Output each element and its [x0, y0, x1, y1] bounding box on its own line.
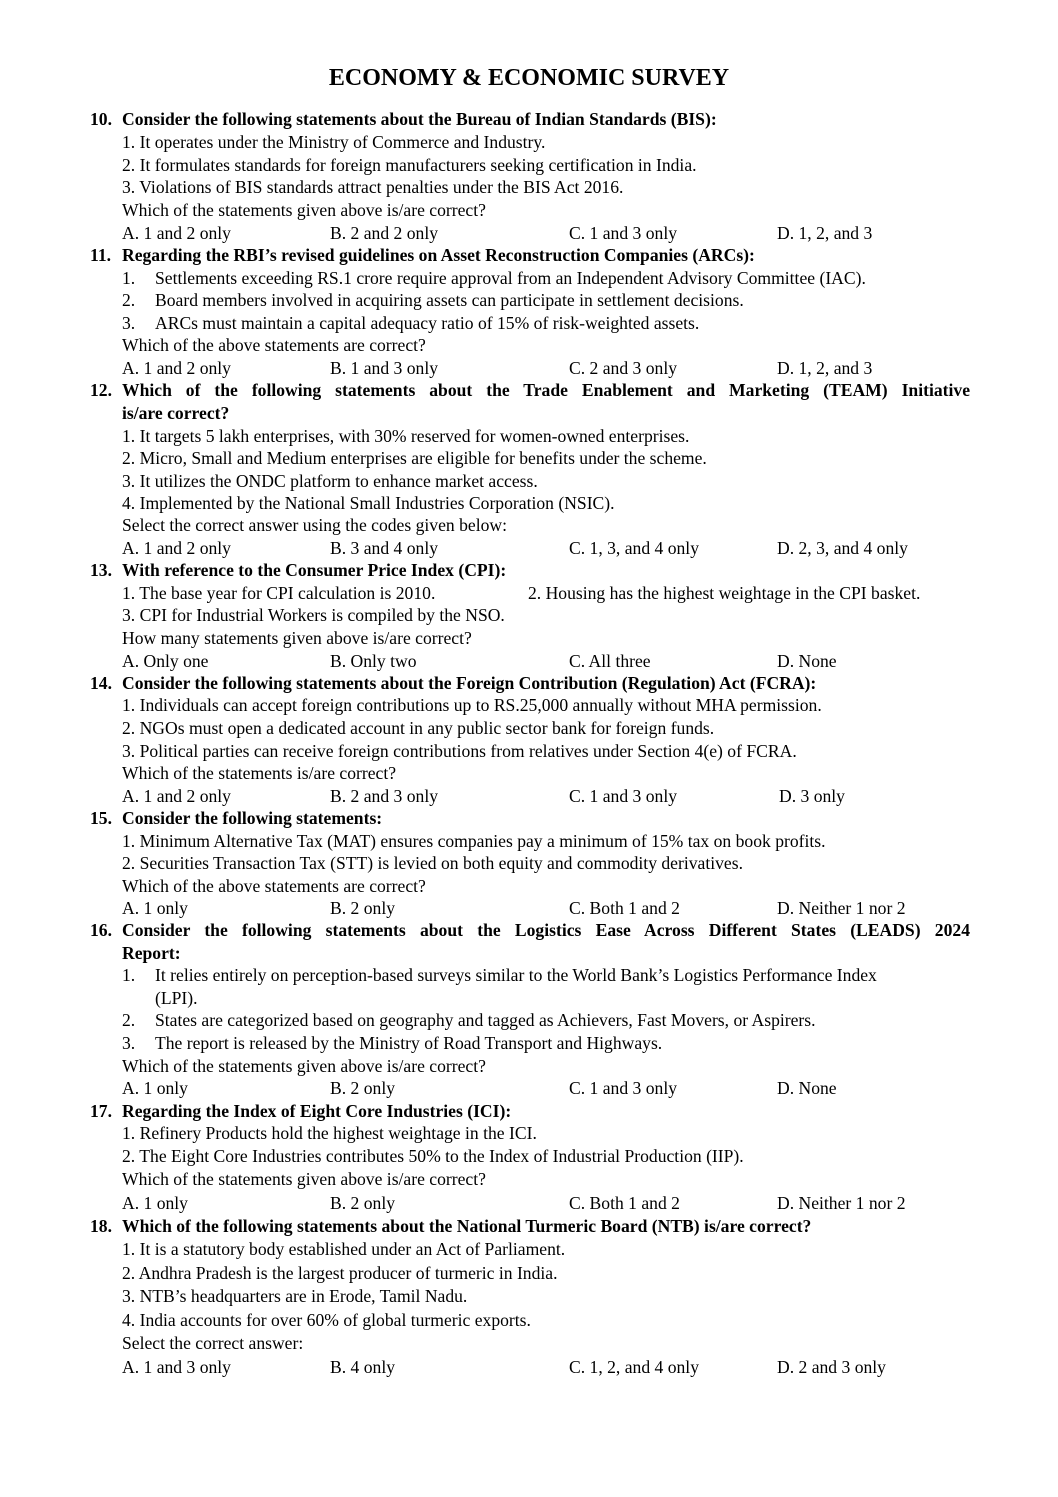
- question-text: Consider the following statements about the Foreign Contribution (Regulation) Act (FCRA):: [122, 673, 817, 693]
- option-a: A. 1 only: [122, 1193, 188, 1213]
- statement: 2. Micro, Small and Medium enterprises are eligible for benefits under the scheme.: [122, 448, 707, 468]
- question-text: Regarding the Index of Eight Core Industries (ICI):: [122, 1101, 512, 1121]
- option-c: C. All three: [569, 651, 651, 671]
- question-text: Consider the following statements:: [122, 808, 383, 828]
- statement: 2. Housing has the highest weightage in the CPI basket.: [528, 583, 921, 603]
- option-a: A. 1 only: [122, 1078, 188, 1098]
- question-number: 14.: [90, 673, 112, 693]
- statement: 1. Individuals can accept foreign contributions up to RS.25,000 annually without MHA permission.: [122, 695, 822, 715]
- statement: 1. It is a statutory body established under an Act of Parliament.: [122, 1239, 566, 1259]
- option-c: C. Both 1 and 2: [569, 1193, 680, 1213]
- statement: 1. Refinery Products hold the highest weightage in the ICI.: [122, 1123, 537, 1143]
- option-c: C. 1 and 3 only: [569, 1078, 678, 1098]
- statement: Settlements exceeding RS.1 crore require approval from an Independent Advisory Committee (IAC).: [155, 268, 866, 288]
- question-prompt: Which of the above statements are correct?: [122, 876, 426, 896]
- question-text-continued: Report:: [122, 943, 181, 963]
- question-text: Regarding the RBI’s revised guidelines on Asset Reconstruction Companies (ARCs):: [122, 245, 755, 265]
- statement: 1. It targets 5 lakh enterprises, with 30% reserved for women-owned enterprises.: [122, 426, 690, 446]
- statement: 2. The Eight Core Industries contributes 50% to the Index of Industrial Production (IIP).: [122, 1146, 744, 1166]
- question-number: 12.: [90, 380, 112, 400]
- question-number: 15.: [90, 808, 112, 828]
- option-a: A. 1 and 2 only: [122, 223, 231, 243]
- question-prompt: Which of the above statements are correct?: [122, 335, 426, 355]
- question-number: 10.: [90, 109, 112, 129]
- question-text: Consider the following statements about the Bureau of Indian Standards (BIS):: [122, 109, 717, 129]
- statement-number: 3.: [122, 313, 136, 333]
- question-number: 18.: [90, 1216, 112, 1236]
- statement: 3. CPI for Industrial Workers is compiled by the NSO.: [122, 605, 505, 625]
- option-b: B. Only two: [330, 651, 417, 671]
- option-d: D. 1, 2, and 3: [777, 358, 873, 378]
- question-text: Which of the following statements about the National Turmeric Board (NTB) is/are correct?: [122, 1216, 812, 1236]
- option-a: A. Only one: [122, 651, 209, 671]
- statement-number: 1.: [122, 965, 136, 985]
- statement: 3. Political parties can receive foreign contributions from relatives under Section 4(e) of FCRA.: [122, 741, 797, 761]
- statement-continued: (LPI).: [155, 988, 198, 1008]
- question-text-continued: is/are correct?: [122, 403, 230, 423]
- option-b: B. 2 only: [330, 898, 396, 918]
- statement: The report is released by the Ministry of Road Transport and Highways.: [155, 1033, 663, 1053]
- question-number: 13.: [90, 560, 112, 580]
- option-b: B. 2 only: [330, 1078, 396, 1098]
- question-text: Which of the following statements about the Trade Enablement and Marketing (TEAM) Initiative: [122, 380, 970, 400]
- option-b: B. 2 and 3 only: [330, 786, 439, 806]
- question-number: 17.: [90, 1101, 112, 1121]
- question-prompt: Which of the statements is/are correct?: [122, 763, 397, 783]
- statement-number: 2.: [122, 1010, 136, 1030]
- statement: 3. It utilizes the ONDC platform to enhance market access.: [122, 471, 538, 491]
- statement: 2. Securities Transaction Tax (STT) is levied on both equity and commodity derivatives.: [122, 853, 743, 873]
- option-d: D. Neither 1 nor 2: [777, 898, 906, 918]
- page-title: ECONOMY & ECONOMIC SURVEY: [328, 65, 730, 91]
- question-prompt: Which of the statements given above is/are correct?: [122, 200, 486, 220]
- option-a: A. 1 and 2 only: [122, 538, 231, 558]
- statement: 4. India accounts for over 60% of global turmeric exports.: [122, 1310, 531, 1330]
- statement: 3. NTB’s headquarters are in Erode, Tamil Nadu.: [122, 1286, 468, 1306]
- option-c: C. 1, 3, and 4 only: [569, 538, 699, 558]
- option-a: A. 1 only: [122, 898, 188, 918]
- option-b: B. 4 only: [330, 1357, 396, 1377]
- statement: Board members involved in acquiring assets can participate in settlement decisions.: [155, 290, 744, 310]
- option-d: D. 3 only: [779, 786, 845, 806]
- option-a: A. 1 and 3 only: [122, 1357, 231, 1377]
- option-b: B. 2 only: [330, 1193, 396, 1213]
- statement: ARCs must maintain a capital adequacy ratio of 15% of risk-weighted assets.: [155, 313, 700, 333]
- option-d: D. 2, 3, and 4 only: [777, 538, 908, 558]
- statement: 4. Implemented by the National Small Industries Corporation (NSIC).: [122, 493, 615, 513]
- option-c: C. Both 1 and 2: [569, 898, 680, 918]
- option-b: B. 1 and 3 only: [330, 358, 439, 378]
- question-prompt: Which of the statements given above is/are correct?: [122, 1056, 486, 1076]
- option-a: A. 1 and 2 only: [122, 786, 231, 806]
- statement: 1. Minimum Alternative Tax (MAT) ensures companies pay a minimum of 15% tax on book profits.: [122, 831, 826, 851]
- question-prompt: Select the correct answer using the codes given below:: [122, 515, 507, 535]
- question-prompt: How many statements given above is/are correct?: [122, 628, 472, 648]
- statement: 2. It formulates standards for foreign manufacturers seeking certification in India.: [122, 155, 697, 175]
- option-d: D. Neither 1 nor 2: [777, 1193, 906, 1213]
- option-c: C. 1, 2, and 4 only: [569, 1357, 699, 1377]
- question-text: With reference to the Consumer Price Index (CPI):: [122, 560, 507, 580]
- statement-number: 3.: [122, 1033, 136, 1053]
- option-c: C. 1 and 3 only: [569, 786, 678, 806]
- statement: 2. Andhra Pradesh is the largest producer of turmeric in India.: [122, 1263, 558, 1283]
- option-b: B. 3 and 4 only: [330, 538, 439, 558]
- statement-number: 1.: [122, 268, 136, 288]
- option-d: D. None: [777, 651, 837, 671]
- option-a: A. 1 and 2 only: [122, 358, 231, 378]
- option-d: D. 2 and 3 only: [777, 1357, 886, 1377]
- question-prompt: Select the correct answer:: [122, 1333, 304, 1353]
- option-d: D. 1, 2, and 3: [777, 223, 873, 243]
- question-prompt: Which of the statements given above is/are correct?: [122, 1169, 486, 1189]
- question-number: 16.: [90, 920, 112, 940]
- statement: 3. Violations of BIS standards attract penalties under the BIS Act 2016.: [122, 177, 624, 197]
- question-number: 11.: [90, 245, 112, 265]
- statement: 1. It operates under the Ministry of Commerce and Industry.: [122, 132, 546, 152]
- option-c: C. 1 and 3 only: [569, 223, 678, 243]
- question-text: Consider the following statements about the Logistics Ease Across Different States (LEADS) 2024: [122, 920, 970, 940]
- option-b: B. 2 and 2 only: [330, 223, 439, 243]
- option-d: D. None: [777, 1078, 837, 1098]
- statement: It relies entirely on perception-based surveys similar to the World Bank’s Logistics Performance Index: [155, 965, 877, 985]
- statement: 2. NGOs must open a dedicated account in any public sector bank for foreign funds.: [122, 718, 715, 738]
- option-c: C. 2 and 3 only: [569, 358, 678, 378]
- statement: States are categorized based on geography and tagged as Achievers, Fast Movers, or Aspirers.: [155, 1010, 816, 1030]
- statement: 1. The base year for CPI calculation is 2010.: [122, 583, 436, 603]
- statement-number: 2.: [122, 290, 136, 310]
